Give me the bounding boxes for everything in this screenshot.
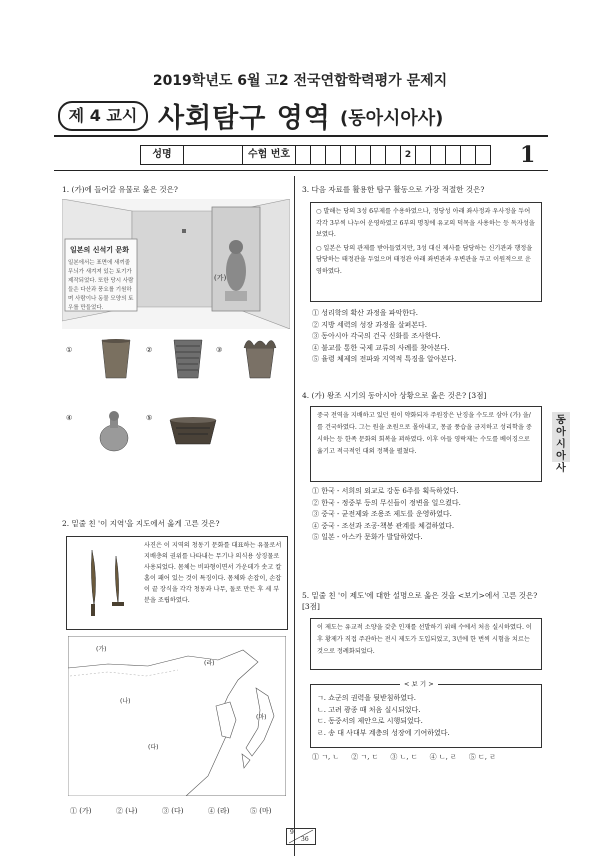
q4-passage: 중국 전역을 지배하고 있던 원이 약화되자 주원장은 난징을 수도로 삼아 (가) 을/를 건국하였다. 그는 원을 초원으로 몰아내고, 몽골 풍습을 금지하고 성리학을 중시하는 등 한족 문화의 회복을 꾀하였다. 이후 아들 영락제는 수도를 베이징으로 옮기고 적극적인 대외 정책을 펼쳤다.	[317, 412, 532, 455]
comb-pattern-pottery-image	[170, 338, 206, 382]
q2-answer-5[interactable]: ⑤ (마)	[250, 807, 272, 815]
q1-panel-text: 일본에서는 표면에 새끼줄 무늬가 새겨져 있는 토기가 제작되었다. 또한 당시 사람들은 다산과 풍요를 기원하며 사람이나 동물 모양의 토우를 만들었다.	[68, 260, 134, 311]
name-label: 성명	[141, 146, 184, 164]
q4-passage-box	[310, 406, 542, 482]
q4-option-5[interactable]: ⑤ 일본 - 아스카 문화가 발달하였다.	[312, 533, 423, 541]
q2-answer-1[interactable]: ① (가)	[70, 807, 92, 815]
q3-option-1[interactable]: ① 성리학의 확산 과정을 파악한다.	[312, 309, 419, 317]
exam-number-cell[interactable]	[461, 146, 476, 164]
q5-bogi-box	[310, 684, 542, 748]
exam-number-cell[interactable]	[341, 146, 356, 164]
map-label-na: (나)	[120, 698, 131, 705]
student-info-table	[140, 145, 491, 165]
exam-number-cell[interactable]	[446, 146, 461, 164]
column-divider	[294, 176, 295, 856]
exam-number-cell[interactable]	[296, 146, 311, 164]
q5-passage: 이 제도는 유교적 소양을 갖춘 인재를 선발하기 위해 수에서 처음 실시하였다. 이후 황제가 직접 주관하는 전시 제도가 도입되었고, 3년에 한 번씩 시험을 치르는 것으로 정례화되었다.	[317, 624, 532, 655]
map-label-da: (다)	[148, 744, 159, 751]
q5-bogi-item: ㄹ. 송 대 사대부 계층의 성장에 기여하였다.	[317, 728, 450, 737]
q2-stem: 2. 밑줄 친 '이 지역'을 지도에서 옳게 고른 것은?	[62, 519, 220, 528]
side-tab-label: 동아시아사	[556, 415, 566, 474]
q4-option-1[interactable]: ① 한국 - 서희의 외교로 강동 6주를 획득하였다.	[312, 487, 459, 495]
q2-answer-4[interactable]: ④ (라)	[208, 807, 230, 815]
q4-options	[312, 486, 544, 544]
figurine-artifact-image	[94, 408, 134, 454]
q2-answer-3[interactable]: ③ (다)	[162, 807, 184, 815]
subject-subtitle: (동아시아사)	[340, 108, 444, 129]
q4-option-3[interactable]: ③ 중국 - 균전제와 조용조 제도를 운영하였다.	[312, 510, 452, 518]
exam-number-digit[interactable]: 2	[401, 146, 416, 164]
map-label-ma: (마)	[256, 714, 267, 721]
exam-number-cell[interactable]	[311, 146, 326, 164]
q1-option-1[interactable]: ①	[66, 346, 73, 354]
q5-bogi-title: < 보 기 >	[400, 679, 438, 688]
q5-answer-3[interactable]: ③ ㄴ, ㄷ	[390, 753, 418, 761]
bowl-artifact-image	[168, 414, 218, 448]
q1-option-2[interactable]: ②	[146, 346, 153, 354]
q5-answer-5[interactable]: ⑤ ㄷ, ㄹ	[468, 753, 497, 761]
q2-answer-2[interactable]: ② (나)	[116, 807, 138, 815]
q4-option-2[interactable]: ② 한국 - 정중부 등의 무신들이 정변을 일으켰다.	[312, 498, 461, 507]
exam-number-cell[interactable]	[476, 146, 490, 164]
header-bottom-rule	[54, 170, 548, 171]
bronze-dagger-image	[74, 548, 138, 618]
q1-option-4[interactable]: ④	[66, 414, 73, 422]
exam-number-label: 수험 번호	[243, 146, 296, 164]
q1-stem: 1. (가)에 들어갈 유물로 옳은 것은?	[62, 185, 178, 194]
pottery-artifact-image	[96, 338, 136, 382]
q3-passage-item: ○ 발해는 당의 3성 6부제를 수용하였으나, 정당성 아래 좌사정과 우사정을 두어 각각 3부씩 나누어 운영하였고 6부의 명칭에 유교의 덕목을 사용하는 등 독자성을 보였다.	[316, 208, 535, 238]
q5-bogi-item: ㄱ. 쇼군의 권력을 뒷받침하였다.	[317, 694, 417, 702]
q3-passage-item: ○ 일본은 당의 관제를 받아들였지만, 3성 대신 제사를 담당하는 신기관과 행정을 담당하는 태정관을 두었으며 태정관 아래 좌변관과 우변관을 두고 이원적으로 운영하였다.	[316, 244, 533, 275]
header-rule	[54, 135, 548, 137]
q3-option-4[interactable]: ④ 불교를 통한 국제 교류의 사례를 찾아본다.	[312, 343, 450, 352]
q5-answers	[312, 752, 552, 764]
exam-number-cell[interactable]	[326, 146, 341, 164]
q1-option-3[interactable]: ③	[216, 346, 223, 354]
q5-passage-box	[310, 618, 542, 670]
q5-bogi-item: ㄷ. 동중서의 제안으로 시행되었다.	[317, 717, 423, 725]
exam-number-cell[interactable]	[371, 146, 386, 164]
exam-number-cell[interactable]	[416, 146, 431, 164]
q2-passage: 사진은 이 지역의 청동기 문화를 대표하는 유물로서 지배층의 권위를 나타내는 무기나 의식용 상징물로 사용되었다. 몸체는 비파형이면서 가운데가 솟고 칼 홈이 패어 있는 것이 특징이다. 몸체와 손잡이, 손잡이 끝 장식을 각각 청동과 나무, 돌로 만든 후 세 부분을 조립하였다.	[144, 542, 282, 604]
map-label-ra: (라)	[204, 660, 215, 667]
q1-option-5[interactable]: ⑤	[146, 414, 153, 422]
page-total: 36	[301, 836, 309, 843]
name-field[interactable]	[184, 146, 243, 164]
q4-option-4[interactable]: ④ 중국 - 조선과 조공·책봉 관계를 체결하였다.	[312, 521, 455, 530]
q5-answer-2[interactable]: ② ㄱ, ㄷ	[351, 753, 379, 761]
subject-side-tab	[552, 412, 570, 474]
q3-option-5[interactable]: ⑤ 율령 체제의 전파와 지역적 특징을 알아본다.	[312, 355, 457, 363]
q5-answer-4[interactable]: ④ ㄴ, ㄹ	[429, 753, 457, 761]
page-current: 9	[290, 829, 294, 836]
q1-blank-label: (가)	[214, 274, 227, 282]
exam-number-cell[interactable]	[431, 146, 446, 164]
q5-stem: 5. 밑줄 친 '이 제도'에 대한 설명으로 옳은 것을 <보기>에서 고른 것은? [3점]	[302, 591, 538, 611]
subject-title: 사회탐구 영역	[158, 103, 331, 134]
q3-stem: 3. 다음 자료를 활용한 탐구 활동으로 가장 적절한 것은?	[302, 185, 485, 194]
page-number: 1	[520, 142, 536, 168]
map-label-ga: (가)	[96, 646, 107, 653]
exam-number-cell[interactable]	[356, 146, 371, 164]
q3-option-2[interactable]: ② 지방 세력의 성장 과정을 살펴본다.	[312, 320, 428, 329]
flame-pottery-image	[238, 334, 282, 380]
session-badge: 제 4 교시	[58, 101, 148, 131]
exam-title: 2019학년도 6월 고2 전국연합학력평가 문제지	[152, 73, 448, 89]
q5-bogi-item: ㄴ. 고려 광종 때 처음 실시되었다.	[317, 705, 421, 714]
exam-number-cell[interactable]	[386, 146, 401, 164]
q3-option-3[interactable]: ③ 동아시아 각국의 건국 신화를 조사한다.	[312, 332, 441, 340]
q5-answer-1[interactable]: ① ㄱ, ㄴ	[312, 753, 340, 761]
q1-panel-title: 일본의 신석기 문화	[70, 246, 129, 254]
page-counter	[286, 828, 316, 845]
east-asia-map	[68, 636, 286, 796]
q3-options	[312, 308, 544, 366]
q3-passage-box	[310, 202, 542, 302]
q4-stem: 4. (가) 왕조 시기의 동아시아 상황으로 옳은 것은? [3점]	[302, 391, 487, 400]
